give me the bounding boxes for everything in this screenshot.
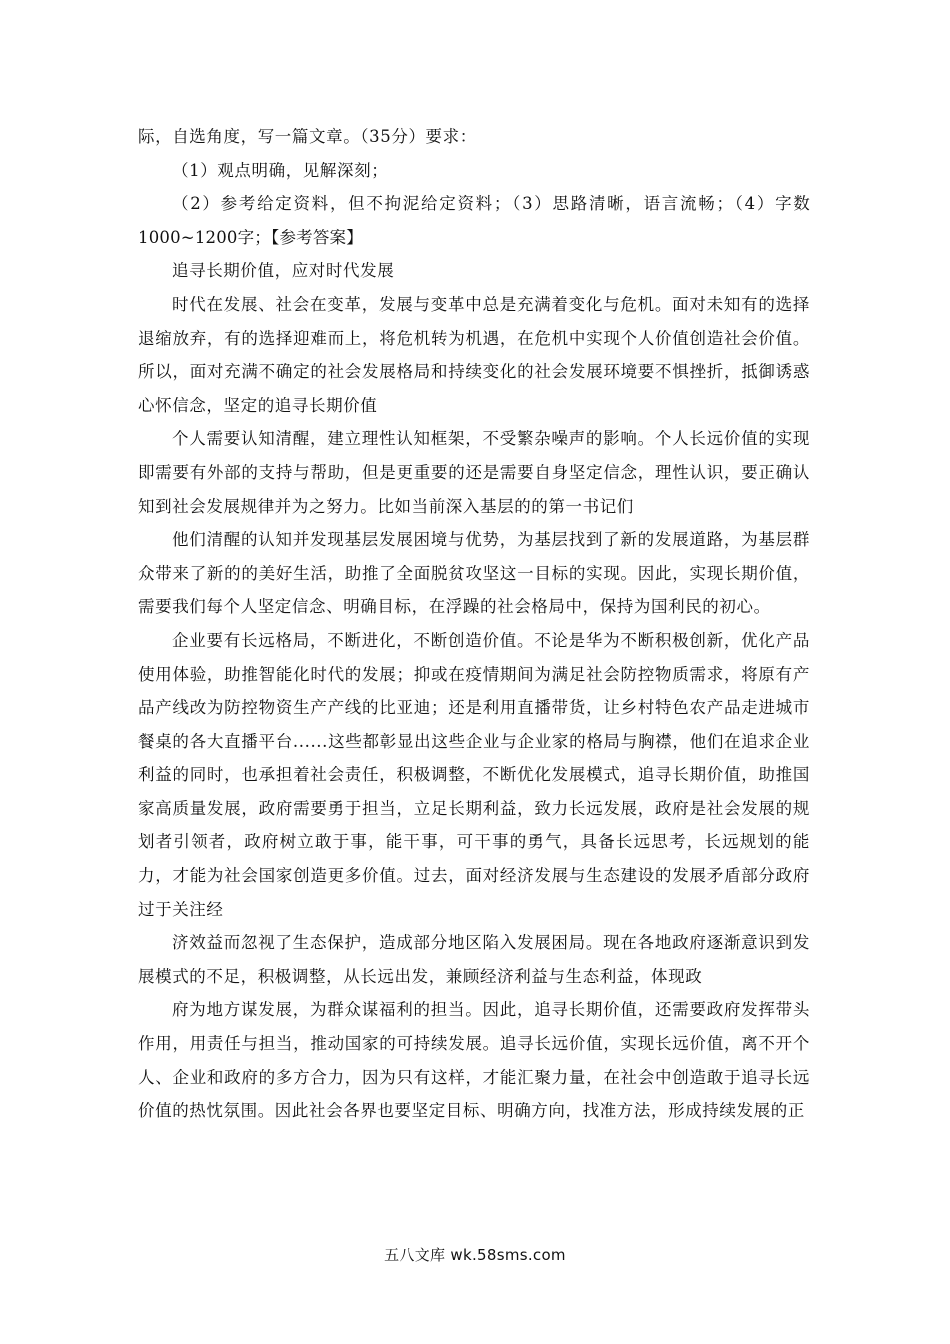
paragraph-government-1: 济效益而忽视了生态保护，造成部分地区陷入发展困局。现在各地政府逐渐意识到发展模式的不足，积极调整，从长远出发，兼顾经济利益与生态利益，体现政 xyxy=(138,933,810,986)
document-body xyxy=(138,120,810,1128)
footer-watermark: 五八文库 wk.58sms.com xyxy=(384,1246,566,1264)
paragraph-enterprise: 企业要有长远格局，不断进化，不断创造价值。不论是华为不断积极创新，优化产品使用体验，助推智能化时代的发展；抑或在疫情期间为满足社会防控物质需求，将原有产品产线改为防控物资生产产线的比亚迪；还是利用直播带货，让乡村特色农产品走进城市餐桌的各大直播平台......这些都彰显出这些企业与企业家的格局与胸襟，他们在追求企业利益的同时，也承担着社会责任，积极调整，不断优化发展模式，追寻长期价值，助推国家高质量发展，政府需要勇于担当，立足长期利益，致力长远发展，政府是社会发展的规划者引领者，政府树立敢于事，能干事，可干事的勇气，具备长远思考，长远规划的能力，才能为社会国家创造更多价值。过去，面对经济发展与生态建设的发展矛盾部分政府过于关注经 xyxy=(138,630,810,919)
paragraph-requirement-1: （1）观点明确，见解深刻； xyxy=(172,160,389,180)
paragraph-intro: 时代在发展、社会在变革，发展与变革中总是充满着变化与危机。面对未知有的选择退缩放弃，有的选择迎难而上，将危机转为机遇，在危机中实现个人价值创造社会价值。所以，面对充满不确定的社会发展格局和持续变化的社会发展环境要不惧挫折，抵御诱惑心怀信念，坚定的追寻长期价值 xyxy=(138,294,810,415)
paragraph-requirement-2-4: （2）参考给定资料，但不拘泥给定资料；（3）思路清晰，语言流畅；（4）字数1000~1200字；【参考答案】 xyxy=(138,194,810,247)
paragraph-government-2: 府为地方谋发展，为群众谋福利的担当。因此，追寻长期价值，还需要政府发挥带头作用，用责任与担当，推动国家的可持续发展。追寻长远价值，实现长远价值，离不开个人、企业和政府的多方合力，因为只有这样，才能汇聚力量，在社会中创造敢于追寻长远价值的热忱氛围。因此社会各界也要坚定目标、明确方向，找准方法，形成持续发展的正 xyxy=(138,1000,810,1121)
paragraph-secretaries: 他们清醒的认知并发现基层发展困境与优势，为基层找到了新的发展道路，为基层群众带来了新的的美好生活，助推了全面脱贫攻坚这一目标的实现。因此，实现长期价值，需要我们每个人坚定信念、明确目标，在浮躁的社会格局中，保持为国利民的初心。 xyxy=(138,530,810,617)
paragraph-prompt-tail: 际，自选角度，写一篇文章。（35分）要求： xyxy=(138,127,477,146)
essay-title: 追寻长期价值，应对时代发展 xyxy=(172,261,395,281)
paragraph-individual: 个人需要认知清醒，建立理性认知框架，不受繁杂噪声的影响。个人长远价值的实现即需要有外部的支持与帮助，但是更重要的还是需要自身坚定信念，理性认识，要正确认知到社会发展规律并为之努力。比如当前深入基层的的第一书记们 xyxy=(138,429,810,516)
